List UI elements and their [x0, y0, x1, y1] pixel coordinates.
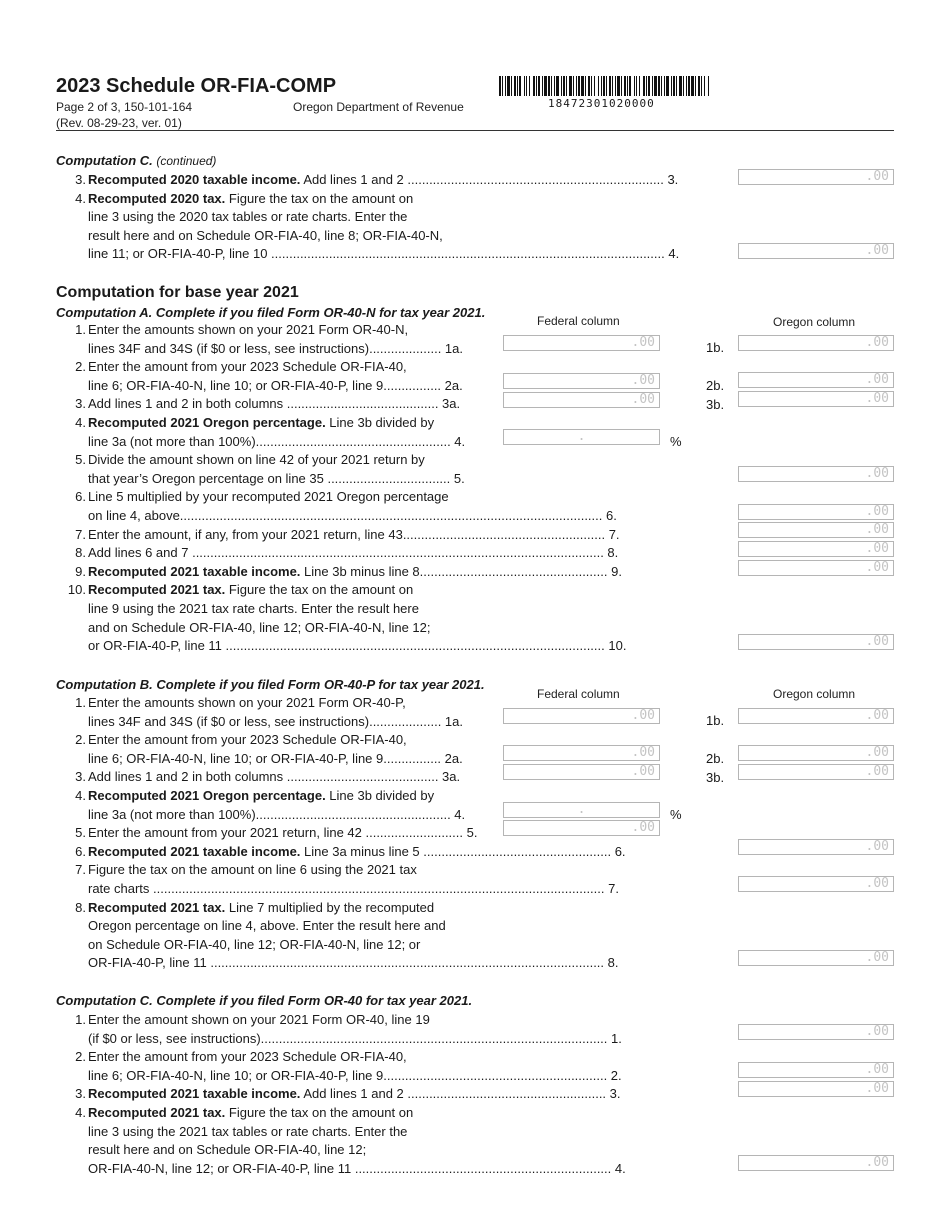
form-line — [56, 395, 460, 414]
line-text — [88, 1141, 366, 1160]
line-text — [88, 190, 413, 209]
line-text — [88, 245, 679, 264]
form-line — [56, 433, 465, 452]
barcode-bar — [603, 76, 605, 96]
line-number: 2. — [75, 1049, 86, 1065]
barcode-bar — [563, 76, 565, 96]
barcode-bar — [505, 76, 506, 96]
line-text — [88, 917, 446, 936]
line-bold-text: Recomputed 2020 tax. — [88, 190, 226, 206]
line-number: 6. — [75, 843, 86, 859]
line-rest-text: line 3 using the 2020 tax tables or rate charts. Enter the — [88, 209, 408, 225]
line-rest-text: Line 3b divided by — [325, 788, 435, 803]
form-line — [56, 1160, 626, 1179]
line-rest-text: Enter the amount from your 2023 Schedule OR-FIA-40, — [88, 732, 407, 748]
barcode-bar — [588, 76, 590, 96]
line-rest-text: Add lines 1 and 2 in both columns .......................................... 3a. — [88, 769, 461, 785]
form-line — [56, 694, 406, 713]
line-text — [88, 1085, 621, 1104]
line-number: 2. — [75, 732, 86, 748]
barcode-bar — [636, 76, 637, 96]
form-line — [56, 544, 618, 563]
comp-a-label-1b: 1b. — [706, 340, 725, 355]
line-rest-text: result here and on Schedule OR-FIA-40, line 12; — [88, 1142, 367, 1158]
form-line — [56, 526, 620, 545]
line-bold-text: Recomputed 2021 Oregon percentage. — [88, 788, 326, 803]
form-line — [56, 880, 619, 899]
line-text — [88, 227, 443, 246]
barcode-bar — [634, 76, 635, 96]
line-rest-text: line 6; OR-FIA-40-N, line 10; or OR-FIA-40-P, line 9................ 2a. — [88, 750, 463, 766]
barcode-bar — [683, 76, 684, 96]
line-rest-text: line 3a (not more than 100%)...................................................... 4. — [88, 433, 466, 449]
line-bold-text: Recomputed 2021 tax. — [88, 899, 226, 915]
comp-b-line1b-input[interactable]: .00 — [738, 708, 894, 724]
line-rest-text: line 9 using the 2021 tax rate charts. Enter the result here — [88, 601, 419, 616]
barcode-bar — [676, 76, 677, 96]
form-line — [56, 600, 419, 619]
comp-b-pct-sign: % — [670, 807, 682, 822]
line-bold-text: Recomputed 2020 taxable income. — [88, 172, 301, 187]
comp-a-line10-input[interactable]: .00 — [738, 634, 894, 650]
line-number: 4. — [75, 190, 86, 206]
form-line — [56, 171, 678, 190]
line-text — [88, 806, 465, 825]
line-text — [88, 694, 406, 713]
line-text — [88, 208, 407, 227]
comp-b-label-3b: 3b. — [706, 770, 725, 785]
line-bold-text: Recomputed 2021 tax. — [88, 582, 226, 598]
barcode-bar — [621, 76, 622, 96]
barcode-bar — [511, 76, 512, 96]
comp-b-line8-input[interactable]: .00 — [738, 950, 894, 966]
barcode-bar — [556, 76, 559, 96]
line-text — [88, 433, 465, 452]
line-number: 1. — [75, 695, 86, 710]
barcode-bar — [695, 76, 696, 96]
line-text — [88, 1030, 622, 1049]
barcode-bar — [536, 76, 537, 96]
barcode-bar — [624, 76, 626, 96]
form-line — [56, 581, 413, 600]
line-rest-text: on Schedule OR-FIA-40, line 12; OR-FIA-40-N, line 12; or — [88, 936, 421, 952]
line-text — [88, 507, 617, 526]
barcode-bar — [708, 76, 709, 96]
line-text — [88, 171, 678, 190]
barcode-bar — [646, 76, 647, 96]
form-line — [56, 713, 463, 732]
barcode-bar — [627, 76, 628, 96]
line-rest-text: Figure the tax on the amount on line 6 using the 2021 tax — [88, 862, 417, 878]
form-line — [56, 358, 407, 377]
page-info: Page 2 of 3, 150-101-164 — [56, 100, 193, 114]
line-rest-text: Line 3b minus line 8.................................................... 9. — [300, 563, 622, 579]
form-line — [56, 1141, 366, 1160]
line-number: 1. — [75, 1012, 86, 1027]
barcode-bar — [686, 76, 687, 96]
line-text — [88, 637, 626, 656]
barcode-bar — [576, 76, 577, 96]
barcode-bar — [688, 76, 690, 96]
line-number: 4. — [75, 788, 86, 803]
barcode-bar — [654, 76, 657, 96]
line-text — [88, 600, 419, 619]
line-rest-text: rate charts ............................................................................................................................. 7. — [88, 881, 619, 896]
barcode-bar — [606, 76, 607, 96]
line-text — [88, 787, 434, 806]
barcode-bar — [701, 76, 702, 96]
line-number: 7. — [75, 862, 86, 878]
comp-a-pct-sign: % — [670, 434, 682, 449]
line-rest-text: result here and on Schedule OR-FIA-40, line 8; OR-FIA-40-N, — [88, 227, 443, 243]
form-line — [56, 806, 465, 825]
line-rest-text: or OR-FIA-40-P, line 11 ......................................................................................................... 10. — [88, 638, 627, 654]
comp-a-line4-pct-input[interactable]: . — [503, 429, 660, 445]
line-text — [88, 824, 477, 843]
line-text — [88, 1104, 413, 1123]
barcode-bar — [612, 76, 613, 96]
line-text — [88, 526, 620, 545]
line-number: 8. — [75, 545, 86, 561]
line-text — [88, 395, 460, 414]
line-text — [88, 1123, 407, 1142]
barcode-bar — [524, 76, 525, 96]
barcode-image — [499, 76, 711, 96]
barcode-bar — [499, 76, 501, 96]
comp-b-label-2b: 2b. — [706, 751, 725, 766]
form-line — [56, 1085, 621, 1104]
line-number: 1. — [75, 322, 86, 337]
form-line — [56, 936, 420, 955]
form-line — [56, 488, 449, 507]
line-rest-text: Divide the amount shown on line 42 of your 2021 return by — [88, 452, 425, 468]
form-line — [56, 245, 679, 264]
line-number: 10. — [67, 582, 86, 598]
line-text — [88, 619, 431, 638]
barcode-bar — [526, 76, 527, 96]
barcode-number: 18472301020000 — [548, 97, 655, 110]
line-text — [88, 377, 463, 396]
line-rest-text: Figure the tax on the amount on — [225, 1105, 414, 1120]
line-rest-text: Line 3b divided by — [325, 415, 435, 430]
line-text — [88, 544, 618, 563]
comp-a-line8-input[interactable]: .00 — [738, 541, 894, 557]
barcode-bar — [666, 76, 669, 96]
form-line — [56, 1048, 407, 1067]
barcode-bar — [661, 76, 662, 96]
line-rest-text: Add lines 1 and 2 ....................................................... 3. — [300, 1086, 621, 1102]
line-rest-text: and on Schedule OR-FIA-40, line 12; OR-FIA-40-N, line 12; — [88, 619, 431, 635]
line-text — [88, 581, 413, 600]
form-line — [56, 731, 407, 750]
barcode-bar — [679, 76, 682, 96]
form-line — [56, 1030, 622, 1049]
barcode-bar — [648, 76, 650, 96]
comp-c-heading: Computation C. Complete if you filed Form OR-40 for tax year 2021. — [56, 993, 473, 1008]
line-bold-text: Recomputed 2021 taxable income. — [88, 843, 301, 859]
barcode-bar — [502, 76, 503, 96]
form-line — [56, 190, 413, 209]
barcode-bar — [554, 76, 555, 96]
line-rest-text: Add lines 6 and 7 .................................................................................................................. 8. — [88, 545, 619, 561]
barcode-bar — [578, 76, 580, 96]
line-text — [88, 750, 463, 769]
barcode-bar — [658, 76, 660, 96]
comp-b-line2b-input[interactable]: .00 — [738, 745, 894, 761]
comp-a-line2a-input[interactable]: .00 — [503, 373, 660, 389]
comp-a-heading: Computation A. Complete if you filed Form OR-40-N for tax year 2021. — [56, 305, 486, 320]
comp-a-line9-input[interactable]: .00 — [738, 560, 894, 576]
line-rest-text: OR-FIA-40-P, line 11 ............................................................................................................. 8. — [88, 955, 619, 971]
comp-b-line7-input[interactable]: .00 — [738, 876, 894, 892]
line-number: 3. — [75, 1086, 86, 1102]
comp-a-label-3b: 3b. — [706, 397, 725, 412]
line-number: 6. — [75, 489, 86, 505]
comp-a-oregon-column-header: Oregon column — [773, 315, 856, 329]
comp-b-heading: Computation B. Complete if you filed Form OR-40-P for tax year 2021. — [56, 677, 485, 692]
barcode-bar — [591, 76, 592, 96]
comp-c-line3-input[interactable]: .00 — [738, 1081, 894, 1097]
barcode-bar — [548, 76, 550, 96]
line-bold-text: Recomputed 2021 taxable income. — [88, 563, 301, 579]
department-name: Oregon Department of Revenue — [293, 100, 464, 114]
line-rest-text: Oregon percentage on line 4, above. Enter the result here and — [88, 918, 446, 934]
line-text — [88, 1067, 622, 1086]
form-line — [56, 340, 463, 359]
line-rest-text: OR-FIA-40-N, line 12; or OR-FIA-40-P, line 11 ....................................................................... 4. — [88, 1160, 626, 1176]
line-number: 4. — [75, 1105, 86, 1120]
form-line — [56, 208, 407, 227]
revision-info: (Rev. 08-29-23, ver. 01) — [56, 116, 182, 130]
line-rest-text: line 11; or OR-FIA-40-P, line 10 ............................................................................................................. 4. — [88, 246, 680, 262]
form-line — [56, 768, 460, 787]
line-rest-text: Enter the amount shown on your 2021 Form OR-40, line 19 — [88, 1012, 430, 1027]
line-rest-text: Enter the amount from your 2023 Schedule OR-FIA-40, — [88, 1049, 407, 1065]
barcode-bar — [691, 76, 694, 96]
form-line — [56, 321, 408, 340]
barcode-bar — [671, 76, 672, 96]
form-line — [56, 787, 434, 806]
comp-b-line2a-input[interactable]: .00 — [503, 745, 660, 761]
line-number: 3. — [75, 396, 86, 412]
barcode-bar — [566, 76, 567, 96]
comp-b-line4-pct-input[interactable]: . — [503, 802, 660, 818]
comp-b-label-1b: 1b. — [706, 713, 725, 728]
form-line — [56, 954, 619, 973]
barcode-bar — [698, 76, 700, 96]
comp-a-line5-input[interactable]: .00 — [738, 466, 894, 482]
barcode-bar — [514, 76, 516, 96]
barcode-bar — [538, 76, 540, 96]
line-rest-text: Enter the amount from your 2023 Schedule OR-FIA-40, — [88, 359, 407, 375]
c2020-line3-input[interactable]: .00 — [738, 169, 894, 185]
form-line — [56, 843, 626, 862]
comp-b-line3b-input[interactable]: .00 — [738, 764, 894, 780]
barcode-bar — [529, 76, 530, 96]
line-rest-text: that year’s Oregon percentage on line 35 .................................. 5. — [88, 470, 465, 486]
barcode-bar — [617, 76, 620, 96]
line-bold-text: Recomputed 2021 Oregon percentage. — [88, 415, 326, 430]
form-line — [56, 917, 446, 936]
line-rest-text: Figure the tax on the amount on — [225, 190, 414, 206]
form-line — [56, 414, 434, 433]
line-text — [88, 488, 449, 507]
comp-b-oregon-column-header: Oregon column — [773, 687, 856, 701]
comp-a-line3b-input[interactable]: .00 — [738, 391, 894, 407]
barcode-bar — [581, 76, 584, 96]
line-rest-text: (if $0 or less, see instructions)................................................................................................ 1. — [88, 1030, 622, 1046]
line-text — [88, 880, 619, 899]
barcode-bar — [629, 76, 631, 96]
line-number: 4. — [75, 415, 86, 430]
barcode-bar — [542, 76, 543, 96]
barcode-bar — [519, 76, 521, 96]
line-number: 5. — [75, 452, 86, 468]
form-line — [56, 451, 425, 470]
comp-c-line4-input[interactable]: .00 — [738, 1155, 894, 1171]
line-number: 5. — [75, 825, 86, 841]
header-divider — [56, 130, 894, 131]
line-text — [88, 713, 463, 732]
comp-a-line2b-input[interactable]: .00 — [738, 372, 894, 388]
barcode-bar — [652, 76, 653, 96]
form-line — [56, 507, 617, 526]
barcode-bar — [704, 76, 705, 96]
barcode-bar — [551, 76, 552, 96]
barcode-bar — [561, 76, 562, 96]
line-rest-text: line 3 using the 2021 tax tables or rate charts. Enter the — [88, 1123, 408, 1139]
barcode-bar — [533, 76, 535, 96]
barcode-bar — [609, 76, 611, 96]
barcode-bar — [507, 76, 510, 96]
line-bold-text: Recomputed 2021 taxable income. — [88, 1086, 301, 1102]
form-line — [56, 1123, 407, 1142]
line-bold-text: Recomputed 2021 tax. — [88, 1105, 226, 1120]
line-text — [88, 861, 417, 880]
line-text — [88, 340, 463, 359]
barcode-bar — [573, 76, 574, 96]
c2020-line4-input[interactable]: .00 — [738, 243, 894, 259]
line-rest-text: Add lines 1 and 2 ....................................................................... 3. — [300, 172, 679, 187]
comp-a-line3a-input[interactable]: .00 — [503, 392, 660, 408]
line-text — [88, 954, 619, 973]
barcode-bar — [615, 76, 616, 96]
line-rest-text: Add lines 1 and 2 in both columns .......................................... 3a. — [88, 396, 461, 412]
line-rest-text: Line 7 multiplied by the recomputed — [225, 899, 435, 915]
line-text — [88, 1160, 626, 1179]
line-rest-text: Line 3a minus line 5 .................................................... 6. — [300, 843, 626, 859]
form-line — [56, 227, 443, 246]
comp-a-line1b-input[interactable]: .00 — [738, 335, 894, 351]
line-text — [88, 843, 626, 862]
barcode-bar — [585, 76, 586, 96]
form-line — [56, 1067, 622, 1086]
line-rest-text: Enter the amounts shown on your 2021 Form OR-40-P, — [88, 695, 406, 710]
form-line — [56, 750, 463, 769]
form-line — [56, 619, 431, 638]
section-c2020-heading: Computation C. (continued) — [56, 153, 217, 168]
line-number: 3. — [75, 769, 86, 785]
barcode-bar — [601, 76, 602, 96]
line-rest-text: line 6; OR-FIA-40-N, line 10; or OR-FIA-40-P, line 9.............................................................. 2. — [88, 1067, 622, 1083]
line-rest-text: Line 5 multiplied by your recomputed 2021 Oregon percentage — [88, 489, 449, 505]
line-text — [88, 1048, 407, 1067]
comp-a-line1a-input[interactable]: .00 — [503, 335, 660, 351]
form-line — [56, 1011, 430, 1030]
line-number: 3. — [75, 172, 86, 187]
form-line — [56, 470, 465, 489]
comp-c-line1-input[interactable]: .00 — [738, 1024, 894, 1040]
barcode-bar — [673, 76, 675, 96]
form-line — [56, 824, 477, 843]
line-text — [88, 321, 408, 340]
line-number: 9. — [75, 563, 86, 579]
barcode-bar — [598, 76, 599, 96]
form-line — [56, 377, 463, 396]
line-text — [88, 470, 465, 489]
line-rest-text: Enter the amount from your 2021 return, line 42 ........................... 5. — [88, 825, 478, 841]
comp-a-line6-input[interactable]: .00 — [738, 504, 894, 520]
comp-b-line3a-input[interactable]: .00 — [503, 764, 660, 780]
line-text — [88, 731, 407, 750]
form-line — [56, 637, 626, 656]
comp-a-label-2b: 2b. — [706, 378, 725, 393]
line-text — [88, 358, 407, 377]
barcode-bar — [643, 76, 645, 96]
line-rest-text: Enter the amounts shown on your 2021 Form OR-40-N, — [88, 322, 409, 337]
line-text — [88, 936, 420, 955]
line-number: 7. — [75, 526, 86, 542]
line-rest-text: lines 34F and 34S (if $0 or less, see instructions).................... 1a. — [88, 340, 464, 356]
form-line — [56, 899, 434, 918]
line-rest-text: line 3a (not more than 100%)...................................................... 4. — [88, 806, 466, 822]
line-text — [88, 768, 460, 787]
base-year-heading: Computation for base year 2021 — [56, 284, 299, 301]
form-line — [56, 861, 417, 880]
line-rest-text: Figure the tax on the amount on — [225, 582, 414, 598]
comp-b-line5-input[interactable]: .00 — [503, 820, 660, 836]
line-rest-text: on line 4, above..................................................................................................................... 6. — [88, 508, 617, 523]
line-rest-text: lines 34F and 34S (if $0 or less, see instructions).................... 1a. — [88, 713, 464, 729]
line-text — [88, 414, 434, 433]
form-line — [56, 563, 622, 582]
comp-a-line7-input[interactable]: .00 — [738, 522, 894, 538]
barcode-bar — [594, 76, 595, 96]
line-text — [88, 563, 622, 582]
line-rest-text: line 6; OR-FIA-40-N, line 10; or OR-FIA-40-P, line 9................ 2a. — [88, 377, 463, 393]
line-text — [88, 1011, 430, 1030]
comp-b-federal-column-header: Federal column — [537, 687, 620, 701]
comp-a-federal-column-header: Federal column — [537, 314, 620, 328]
line-text — [88, 899, 434, 918]
form-line — [56, 1104, 413, 1123]
comp-b-line1a-input[interactable]: .00 — [503, 708, 660, 724]
barcode-bar — [664, 76, 665, 96]
barcode-bar — [639, 76, 640, 96]
comp-b-line6-input[interactable]: .00 — [738, 839, 894, 855]
form-title: 2023 Schedule OR-FIA-COMP — [56, 75, 337, 97]
line-number: 2. — [75, 359, 86, 375]
line-text — [88, 451, 425, 470]
barcode-bar — [569, 76, 572, 96]
barcode-bar — [544, 76, 547, 96]
comp-c-line2-input[interactable]: .00 — [738, 1062, 894, 1078]
barcode-bar — [517, 76, 518, 96]
line-number: 8. — [75, 899, 86, 915]
line-rest-text: Enter the amount, if any, from your 2021 return, line 43........................................................ 7. — [88, 526, 620, 542]
